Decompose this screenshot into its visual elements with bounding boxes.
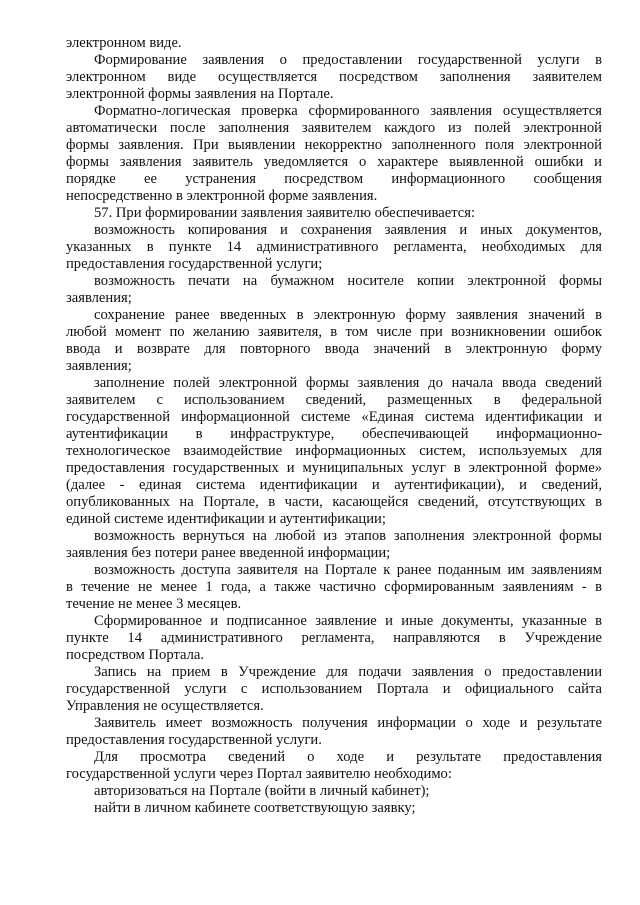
text-line: заявления без потери ранее введенной информации;	[66, 545, 391, 561]
text-line: авторизоваться на Портале (войти в личный кабинет);	[94, 783, 430, 799]
text-line: электронном виде осуществляется посредством заполнения заявителем	[66, 69, 602, 85]
text-line: непосредственно в электронной форме заявления.	[66, 188, 378, 204]
text-line: заявителем с использованием сведений, размещенных в федеральной	[66, 392, 602, 408]
text-line: технологическое взаимодействие информационных систем, используемых для	[66, 443, 602, 459]
text-line: автоматически после заполнения заявителем каждого из полей электронной	[66, 120, 602, 136]
text-line: предоставления государственной услуги;	[66, 256, 323, 272]
text-line: электронном виде.	[66, 35, 182, 51]
text-line: Для просмотра сведений о ходе и результате предоставления	[94, 749, 602, 765]
text-line: предоставления государственной услуги.	[66, 732, 322, 748]
text-line: Форматно-логическая проверка сформированного заявления осуществляется	[94, 103, 602, 119]
text-line: электронной формы заявления на Портале.	[66, 86, 334, 102]
text-line: возможность доступа заявителя на Портале к ранее поданным им заявлениям	[94, 562, 602, 578]
text-line: Заявитель имеет возможность получения информации о ходе и результате	[94, 715, 602, 731]
text-line: в течение не менее 1 года, а также частично сформированным заявлениям - в	[66, 579, 602, 595]
text-line: любой момент по желанию заявителя, в том числе при возникновении ошибок	[66, 324, 602, 340]
text-line: Формирование заявления о предоставлении государственной услуги в	[94, 52, 602, 68]
text-line: формы заявления. При выявлении некорректно заполненного поля электронной	[66, 137, 602, 153]
text-line: опубликованных на Портале, в части, касающейся сведений, отсутствующих в	[66, 494, 602, 510]
text-line: государственной услуги через Портал заявителю необходимо:	[66, 766, 452, 782]
text-line: 57. При формировании заявления заявителю обеспечивается:	[94, 205, 476, 221]
text-line: заявления;	[66, 290, 132, 306]
text-line: возможность печати на бумажном носителе копии электронной формы	[94, 273, 602, 289]
text-line: ввода и возврате для повторного ввода значений в электронную форму	[66, 341, 602, 357]
text-line: (далее - единая система идентификации и аутентификации), и сведений,	[66, 477, 602, 493]
text-line: предоставления государственных и муниципальных услуг в электронной форме»	[66, 460, 602, 476]
text-line: указанных в пункте 14 административного регламента, необходимых для	[66, 239, 602, 255]
text-line: посредством Портала.	[66, 647, 205, 663]
text-line: заполнение полей электронной формы заявления до начала ввода сведений	[94, 375, 602, 391]
text-line: аутентификации в инфраструктуре, обеспечивающей информационно-	[66, 426, 602, 442]
text-line: единой системе идентификации и аутентификации;	[66, 511, 386, 527]
text-line: формы заявления заявитель уведомляется о характере выявленной ошибки и	[66, 154, 602, 170]
text-line: государственной услуги с использованием Портала и официального сайта	[66, 681, 602, 697]
text-line: найти в личном кабинете соответствующую заявку;	[94, 800, 416, 816]
text-line: государственной информационной системе «Единая система идентификации и	[66, 409, 602, 425]
text-line: Управления не осуществляется.	[66, 698, 264, 714]
text-line: пункте 14 административного регламента, направляются в Учреждение	[66, 630, 602, 646]
text-line: Запись на прием в Учреждение для подачи заявления о предоставлении	[94, 664, 602, 680]
text-line: сохранение ранее введенных в электронную форму заявления значений в	[94, 307, 602, 323]
text-line: Сформированное и подписанное заявление и иные документы, указанные в	[94, 613, 602, 629]
text-line: течение не менее 3 месяцев.	[66, 596, 242, 612]
text-line: возможность вернуться на любой из этапов заполнения электронной формы	[94, 528, 602, 544]
text-line: заявления;	[66, 358, 132, 374]
text-line: возможность копирования и сохранения заявления и иных документов,	[94, 222, 602, 238]
text-line: порядке ее устранения посредством информационного сообщения	[66, 171, 602, 187]
